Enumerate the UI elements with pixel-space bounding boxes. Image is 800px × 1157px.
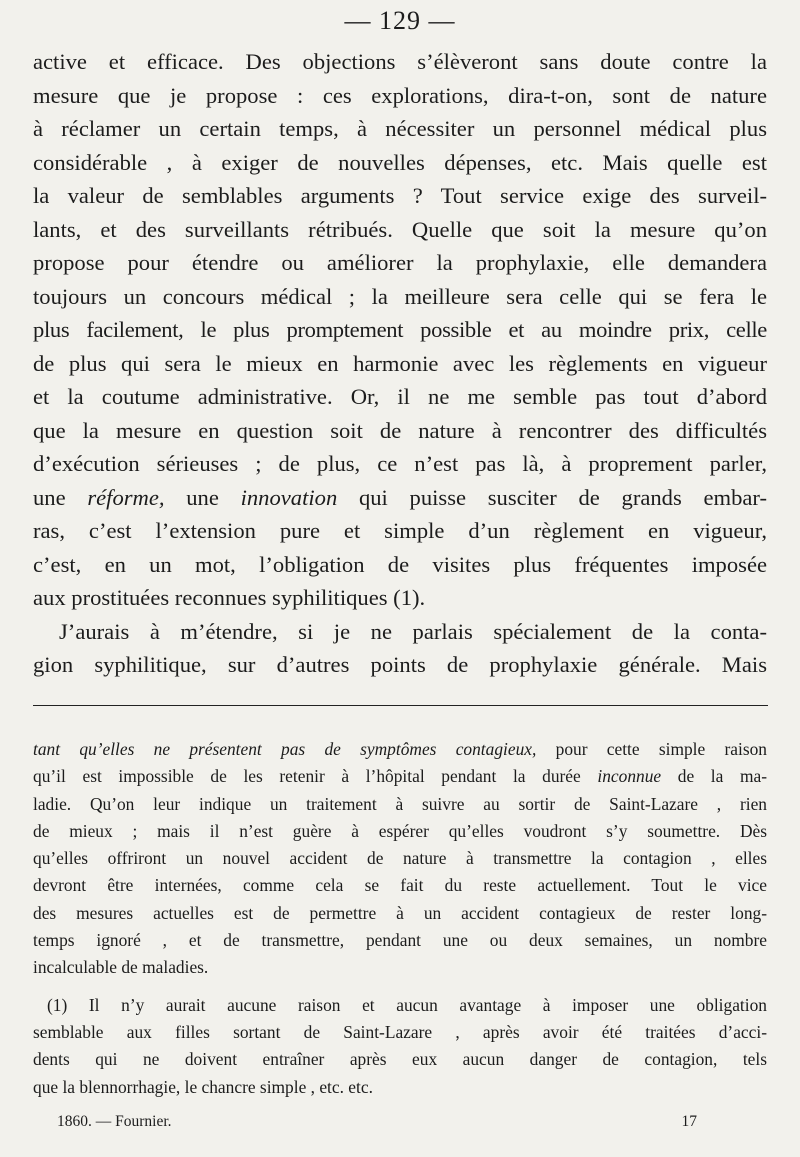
footnote-line: des mesures actuelles est de permettre à un accident contagieux de rester long- [33, 902, 767, 923]
text-line: ras, c’est l’extension pure et simple d’un règlement en vigueur, [33, 518, 767, 543]
footnote-line: (1) Il n’y aurait aucune raison et aucun avantage à imposer une obligation [47, 994, 767, 1015]
italic-term: innovation [240, 484, 338, 510]
italic-phrase: tant qu’elles ne présentent pas de symptômes contagieux, [33, 739, 537, 759]
footnote-line: semblable aux filles sortant de Saint-Lazare , après avoir été traitées d’acci- [33, 1021, 767, 1042]
footnote-line: que la blennorrhagie, le chancre simple , etc. etc. [33, 1076, 373, 1097]
text-line: que la mesure en question soit de nature à rencontrer des difficultés [33, 417, 767, 443]
footnote-line: temps ignoré , et de transmettre, pendant une ou deux semaines, un nombre [33, 930, 767, 951]
text-run: qu’il est impossible de les retenir à l’hôpital pendant la durée [33, 766, 598, 787]
footnote-line: de mieux ; mais il n’est guère à espérer qu’elles voudront s’y soumettre. Dès [33, 820, 767, 841]
text-line: plus facilement, le plus promptement possible et au moindre prix, celle [33, 317, 767, 342]
text-line: la valeur de semblables arguments ? Tout service exige des surveil- [33, 183, 767, 208]
footnote-separator [33, 705, 768, 706]
text-run: de la ma- [661, 766, 767, 787]
footnote-line: qu’elles offriront un nouvel accident de nature à transmettre la contagion , elles [33, 848, 767, 869]
text-line: J’aurais à m’étendre, si je ne parlais spécialement de la conta- [59, 618, 767, 644]
footnote-line: devront être internées, comme cela se fait du reste actuellement. Tout le vice [33, 875, 767, 896]
footnotes [33, 736, 767, 1101]
text-line: considérable , à exiger de nouvelles dépenses, etc. Mais quelle est [33, 149, 767, 175]
footnote-line [33, 736, 767, 763]
text-line: d’exécution sérieuses ; de plus, ce n’est pas là, à proprement parler, [33, 451, 767, 476]
main-text [33, 45, 767, 682]
footnote-line: incalculable de maladies. [33, 957, 209, 978]
italic-term: réforme, [87, 484, 165, 510]
text-run: qui puisse susciter de grands embar- [337, 484, 767, 510]
italic-term: inconnue [597, 766, 662, 787]
text-run: une [33, 484, 88, 510]
text-line: mesure que je propose : ces explorations, dira-t-on, sont de nature [33, 82, 767, 108]
text-line: propose pour étendre ou améliorer la prophylaxie, elle demandera [33, 250, 767, 275]
text-line: toujours un concours médical ; la meilleure sera celle qui se fera le [33, 283, 767, 309]
text-line: c’est, en un mot, l’obligation de visites plus fréquentes imposée [33, 551, 767, 577]
text-line: active et efficace. Des objections s’élèveront sans doute contre la [33, 49, 767, 74]
text-line: à réclamer un certain temps, à nécessiter un personnel médical plus [33, 116, 767, 141]
footnote-line [33, 763, 767, 790]
footnote-line: ladie. Qu’on leur indique un traitement à suivre au sortir de Saint-Lazare , rien [33, 793, 767, 814]
footnote-line: dents qui ne doivent entraîner après eux aucun danger de contagion, tels [33, 1049, 767, 1070]
page-number: — 129 — [344, 6, 456, 35]
text-line: aux prostituées reconnues syphilitiques (1). [33, 585, 426, 610]
text-line: lants, et des surveillants rétribués. Quelle que soit la mesure qu’on [33, 216, 767, 242]
text-run: une [164, 484, 241, 510]
text-line: de plus qui sera le mieux en harmonie avec les règlements en vigueur [33, 350, 767, 376]
sheet-number: 17 [681, 1113, 697, 1130]
text-run: pour cette simple raison [536, 739, 767, 759]
printer-signature: 1860. — Fournier. [57, 1113, 172, 1130]
text-line: gion syphilitique, sur d’autres points de prophylaxie générale. Mais [33, 652, 767, 677]
text-line: et la coutume administrative. Or, il ne me semble pas tout d’abord [33, 384, 767, 409]
text-line [33, 481, 767, 515]
